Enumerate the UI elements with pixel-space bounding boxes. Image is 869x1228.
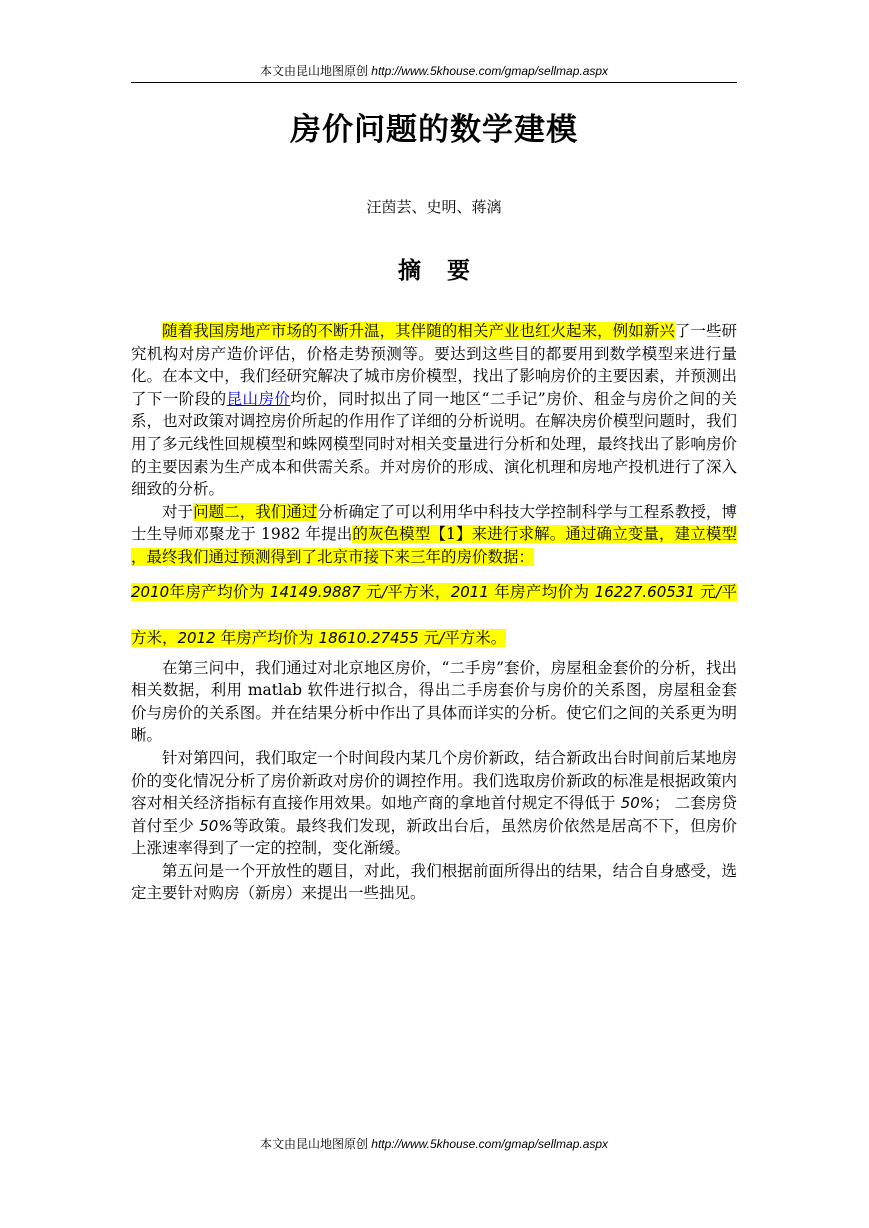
highlight: 问题二，我们通过	[193, 502, 318, 521]
paragraph-2	[131, 501, 737, 569]
text-run: 等政策。最终我们发现，新政出台后，虽然房价依然是居高不下，但房价上涨速率得到了一定的控制，变化渐缓。	[131, 816, 737, 858]
text-run: 平方米。	[444, 628, 507, 647]
slash: /	[439, 628, 445, 647]
paragraph-3: 在第三问中，我们通过对北京地区房价，“二手房”套价，房屋租金套价的分析，找出相关数据，利用 matlab 软件进行拟合，得出二手房套价与房价的关系图，房屋租金套价与房价的关系图。并在结果分析中作出了具体而详实的分析。使它们之间的关系更为明晰。	[131, 658, 737, 745]
year-2010: 2010	[131, 582, 170, 601]
text-run: 年房产均价为	[169, 582, 271, 601]
percent-1: 50%	[620, 794, 655, 813]
kunshan-price-link[interactable]: 昆山房价	[226, 389, 291, 408]
text-run: 均价，同时拟出了同一地区“二手记”房价、租金与房价之间的关系，也对政策对调控房价所起的作用作了详细的分析说明。在解决房价模型问题时，我们用了多元线性回规模型和蛛网模型同时对相关变量进行分析和处理，最终找出了影响房价的主要因素为生产成本和供需关系。并对房价的形成、演化机理和房地产投机进行了深入细致的分析。	[131, 389, 737, 499]
text-run: 元	[694, 582, 717, 601]
highlight: 的灰色模型【1】来进行求解。通过确立变量，建立模型 ，最终我们通过预测得到了北京市接下来三年的房价数据：	[131, 525, 737, 566]
header-text: 本文由昆山地图原创	[259, 64, 372, 78]
text-run: ； 二套房贷首付至少	[131, 794, 737, 835]
price-2011: 16227.60531	[594, 582, 695, 601]
price-2012: 18610.27455	[318, 628, 419, 647]
paragraph-4	[131, 747, 737, 860]
text-run: 分析确定了可以利用华中科技大学控制科学与工程系教授，博士生导师邓聚龙于 1982 年提出	[131, 502, 737, 544]
text-run: 对于	[162, 502, 194, 521]
header-url[interactable]: http://www.5khouse.com/gmap/sellmap.aspx	[371, 64, 609, 78]
percent-2: 50%	[199, 816, 233, 835]
slash: /	[381, 582, 387, 601]
forecast-line	[131, 569, 737, 661]
abstract-heading: 摘 要	[397, 258, 470, 284]
page-header	[131, 60, 737, 83]
document-title: 房价问题的数学建模	[290, 112, 578, 148]
authors: 汪茵芸、史明、蒋漓	[366, 198, 502, 216]
text-run: 年房产均价为	[215, 628, 319, 647]
text-run: 元	[418, 628, 440, 647]
paragraph-5: 第五问是一个开放性的题目，对此，我们根据前面所得出的结果，结合自身感受，选定主要针对购房（新房）来提出一些拙见。	[131, 861, 737, 903]
slash: /	[716, 582, 722, 601]
paragraph-1	[131, 320, 737, 501]
abstract-body	[131, 320, 737, 905]
text-run: 平方米，	[131, 582, 737, 647]
footer-url[interactable]: http://www.5khouse.com/gmap/sellmap.aspx	[371, 1137, 609, 1151]
year-2011: 2011	[450, 582, 489, 601]
text-run: 针对第四问，我们取定一个时间段内某几个房价新政，结合新政出台时间前后某地房价的变化情况分析了房价新政对房价的调控作用。我们选取房价新政的标准是根据政策内容对相关经济指标有直接作用效果。如地产商的拿地首付规定不得低于	[131, 748, 737, 813]
highlight: 随着我国房地产市场的不断升温，其伴随的相关产业也红火起来，例如新兴	[162, 322, 675, 340]
year-2012: 2012	[177, 628, 216, 647]
text-run: 了一些研究机构对房产造价评估，价格走势预测等。要达到这些目的都要用到数学模型来进行量化。在本文中，我们经研究解决了城市房价模型，找出了影响房价的主要因素，并预测出了下一阶段的	[131, 322, 737, 408]
text-run: 元	[360, 582, 382, 601]
text-run: 年房产均价为	[488, 582, 595, 601]
price-2010: 14149.9887	[270, 582, 361, 601]
text-run: 平方米，	[386, 582, 451, 601]
page-footer	[131, 1134, 737, 1154]
footer-text: 本文由昆山地图原创	[259, 1137, 372, 1151]
